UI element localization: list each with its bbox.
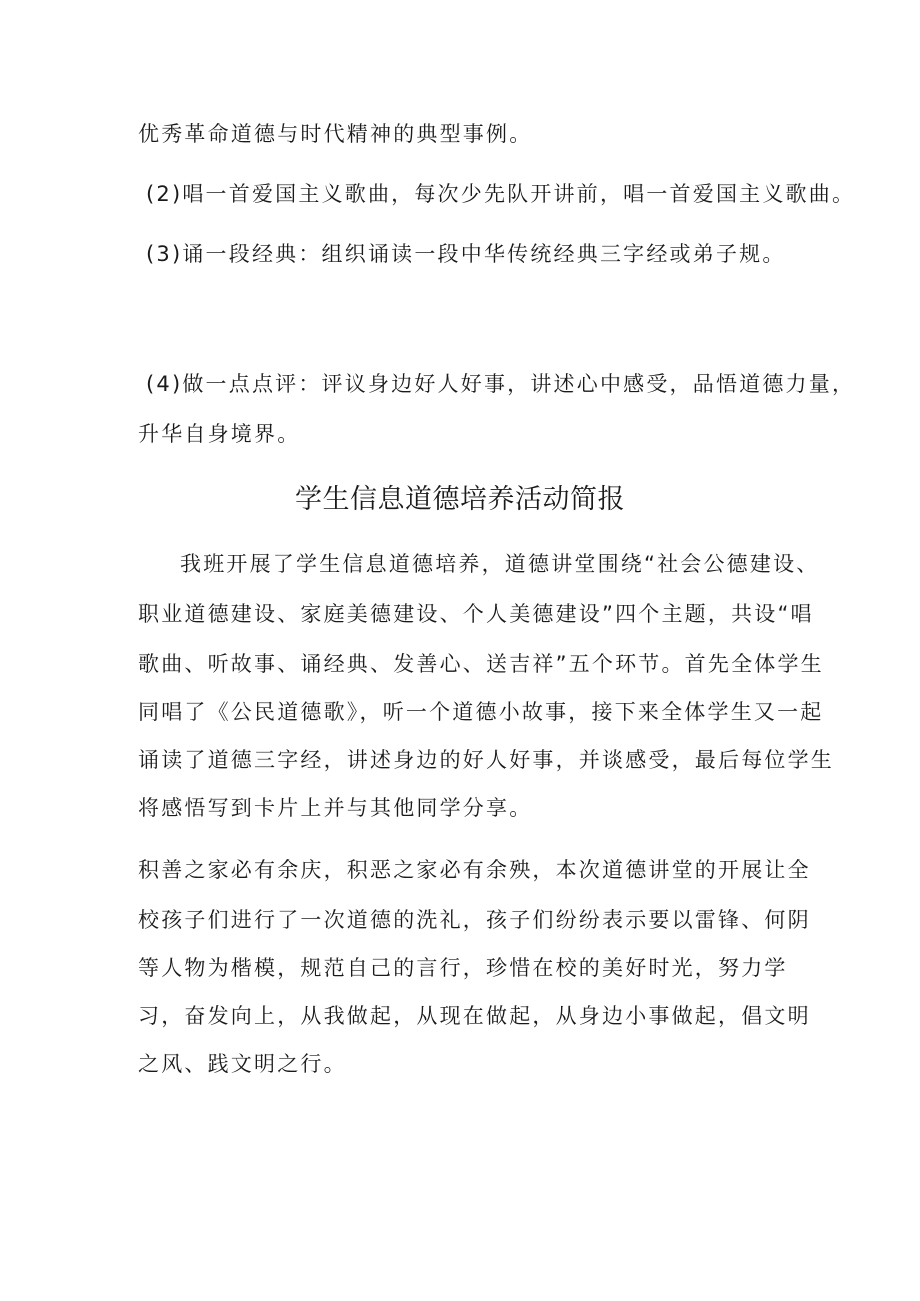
list-item-4-continued: 升华自身境界。 [138,422,301,446]
report-title: 学生信息道德培养活动简报 [295,484,625,515]
list-item-4: (4)做一点点评：评议身边好人好事，讲述心中感受，品悟道德力量， [146,372,856,396]
report-paragraph-1-line: 职业道德建设、家庭美德建设、个人美德建设”四个主题，共设“唱 [138,602,814,626]
list-item-2: (2)唱一首爱国主义歌曲，每次少先队开讲前，唱一首爱国主义歌曲。 [146,182,856,206]
report-paragraph-1-line: 歌曲、听故事、诵经典、发善心、送吉祥”五个环节。首先全体学生 [138,652,824,676]
report-paragraph-1-line: 诵读了道德三字经，讲述身边的好人好事，并谈感受，最后每位学生 [138,748,834,772]
report-paragraph-1-line: 将感悟写到卡片上并与其他同学分享。 [138,796,533,820]
intro-line: 优秀革命道德与时代精神的典型事例。 [138,122,533,146]
report-paragraph-2-line: 积善之家必有余庆，积恶之家必有余殃，本次道德讲堂的开展让全 [138,858,811,882]
report-paragraph-1-line: 我班开展了学生信息道德培养，道德讲堂围绕“社会公德建设、 [180,552,820,576]
report-paragraph-1-line: 同唱了《公民道德歌》，听一个道德小故事，接下来全体学生又一起 [138,700,824,724]
report-paragraph-2-line: 等人物为楷模，规范自己的言行，珍惜在校的美好时光，努力学 [138,956,788,980]
report-paragraph-2-line: 之风、践文明之行。 [138,1052,347,1076]
report-paragraph-2-line: 校孩子们进行了一次道德的洗礼，孩子们纷纷表示要以雷锋、何阴 [138,908,811,932]
report-paragraph-2-line: 习，奋发向上，从我做起，从现在做起，从身边小事做起，倡文明 [138,1004,811,1028]
list-item-3: (3)诵一段经典：组织诵读一段中华传统经典三字经或弟子规。 [146,242,786,266]
